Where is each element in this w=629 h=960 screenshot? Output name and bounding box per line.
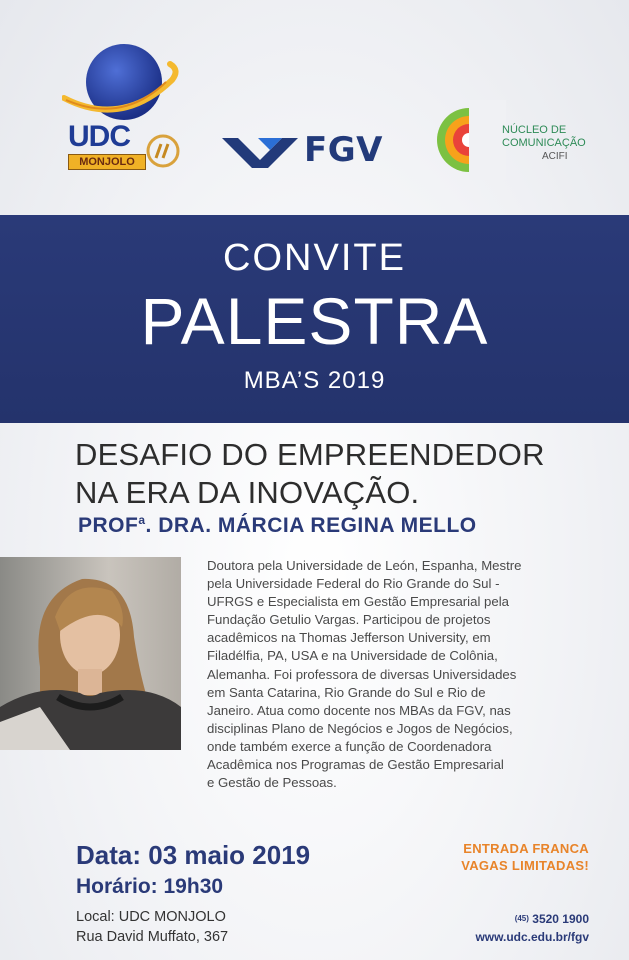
- convite-heading: CONVITE: [223, 237, 406, 279]
- event-date: Data: 03 maio 2019: [76, 840, 311, 870]
- fgv-logo: [222, 130, 402, 170]
- vagas-limitadas: VAGAS LIMITADAS!: [461, 858, 589, 873]
- bio-line: em Santa Catarina, Rio Grande do Sul e Rio de: [207, 684, 486, 700]
- speaker-bio: [207, 557, 607, 792]
- talk-title-line2: NA ERA DA INOVAÇÃO.: [75, 475, 420, 510]
- udc-sub: MONJOLO: [68, 154, 146, 170]
- bio-line: e Gestão de Pessoas.: [207, 775, 337, 791]
- bio-line: Alemanha. Foi professora de diversas Universidades: [207, 666, 517, 682]
- bio-line: Fundação Getulio Vargas. Participou de projetos: [207, 612, 491, 628]
- talk-title: [75, 436, 545, 512]
- bio-line: disciplinas Plano de Negócios e Jogos de Negócios,: [207, 720, 513, 736]
- speaker-name: PROF$^a$. DRA. MÁRCIA REGINA MELLO: [78, 513, 477, 537]
- nucleo-text: [502, 124, 586, 163]
- contact-info: [475, 910, 589, 946]
- fgv-chevron-icon: [222, 134, 298, 168]
- nucleo-logo: [436, 100, 606, 180]
- bio-line: Janeiro. Atua como docente nos MBAs da FGV, nas: [207, 702, 511, 718]
- talk-title-line1: DESAFIO DO EMPREENDEDOR: [75, 437, 545, 472]
- event-location: [76, 907, 228, 947]
- location-line1: Local: UDC MONJOLO: [76, 909, 226, 925]
- bio-line: acadêmicos na Thomas Jefferson University, em: [207, 630, 491, 646]
- udc-wordmark: UDC: [68, 120, 130, 153]
- entrada-franca: ENTRADA FRANCA: [463, 841, 589, 856]
- nucleo-line1: NÚCLEO DE: [502, 124, 567, 136]
- speaker-portrait-image: [0, 557, 181, 750]
- title-banner: [0, 215, 629, 423]
- bio-line: Acadêmica nos Programas de Gestão Empresarial: [207, 757, 504, 773]
- bio-line: pela Universidade Federal do Rio Grande do Sul -: [207, 576, 500, 592]
- udc-seal-icon: [146, 134, 180, 168]
- fgv-wordmark: FGV: [304, 130, 383, 170]
- palestra-heading: PALESTRA: [140, 284, 489, 358]
- admission-note: [461, 840, 589, 874]
- phone-number: (45) 3520 1900: [514, 912, 589, 926]
- concentric-circle-icon: [436, 100, 506, 180]
- nucleo-line2: COMUNICAÇÃO: [502, 137, 586, 149]
- speaker-photo: [0, 557, 181, 750]
- mba-heading: MBA’S 2019: [243, 367, 386, 394]
- bio-line: UFRGS e Especialista em Gestão Empresarial pela: [207, 594, 509, 610]
- udc-logo: [62, 40, 187, 180]
- bio-line: Doutora pela Universidade de León, Espanha, Mestre: [207, 558, 522, 573]
- bio-line: onde também exerce a função de Coordenadora: [207, 738, 492, 754]
- nucleo-line3: ACIFI: [542, 151, 568, 162]
- event-time: Horário: 19h30: [76, 875, 224, 898]
- location-line2: Rua David Muffato, 367: [76, 929, 229, 945]
- logo-header: [0, 0, 629, 215]
- website-link[interactable]: www.udc.edu.br/fgv: [475, 930, 589, 944]
- bio-line: Filadélfia, PA, USA e na Universidade de Colônia,: [207, 648, 498, 664]
